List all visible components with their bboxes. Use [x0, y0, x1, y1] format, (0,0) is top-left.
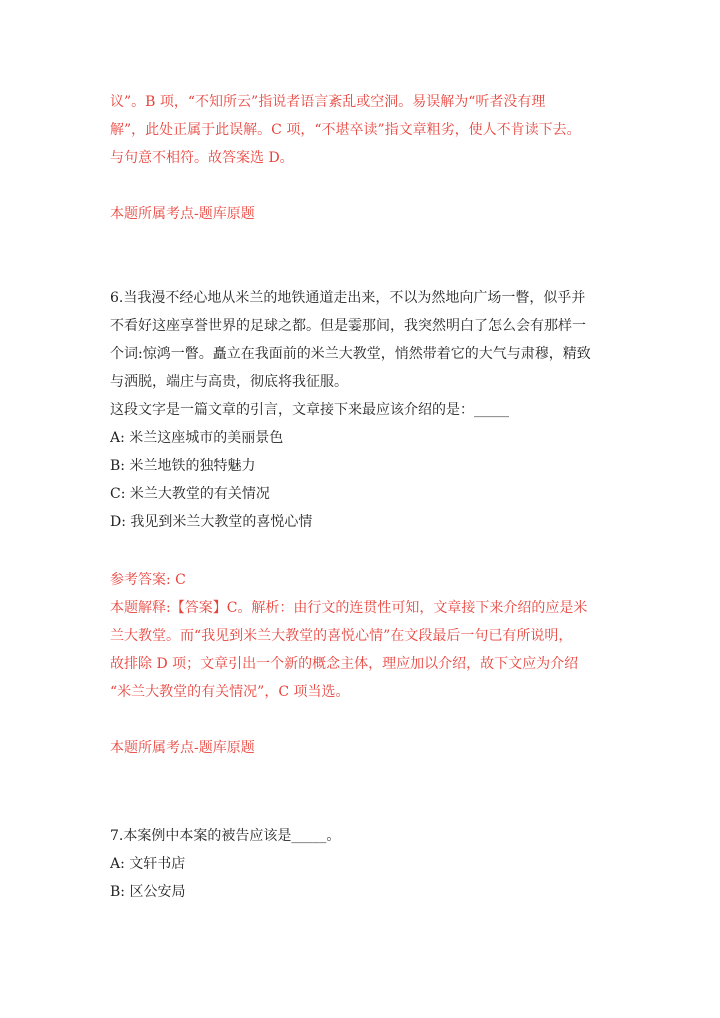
- q6-stem-line-2: 不看好这座享誉世界的足球之都。但是霎那间，我突然明白了怎么会有那样一: [110, 318, 586, 334]
- q6-option-d: D: 我见到米兰大教堂的喜悦心情: [110, 514, 313, 530]
- q5-source-tag: 本题所属考点-题库原题: [110, 206, 255, 222]
- q6-question-prompt: 这段文字是一篇文章的引言，文章接下来最应该介绍的是：_____: [110, 402, 509, 418]
- q6-source-tag: 本题所属考点-题库原题: [110, 740, 255, 756]
- q6-explanation-line-4: “米兰大教堂的有关情况”，C 项当选。: [110, 684, 350, 700]
- q6-option-c: C: 米兰大教堂的有关情况: [110, 486, 270, 502]
- q6-stem-line-1: 6.当我漫不经心地从米兰的地铁通道走出来，不以为然地向广场一瞥，似乎并: [110, 290, 586, 306]
- q5-explanation-line-3: 与句意不相符。故答案选 D。: [110, 150, 294, 166]
- q6-option-a: A: 米兰这座城市的美丽景色: [110, 430, 284, 446]
- q6-option-b: B: 米兰地铁的独特魅力: [110, 458, 256, 474]
- q5-explanation-line-2: 解”，此处正属于此误解。C 项，“不堪卒读”指文章粗劣，使人不肯读下去。: [110, 122, 581, 138]
- q7-option-a: A: 文轩书店: [110, 856, 186, 872]
- q6-reference-answer: 参考答案: C: [110, 572, 186, 588]
- q7-option-b: B: 区公安局: [110, 884, 186, 900]
- q6-explanation-line-3: 故排除 D 项；文章引出一个新的概念主体，理应加以介绍，故下文应为介绍: [110, 656, 579, 672]
- q7-stem: 7.本案例中本案的被告应该是_____。: [110, 828, 341, 844]
- q6-stem-line-4: 与洒脱，端庄与高贵，彻底将我征服。: [110, 374, 348, 390]
- q6-stem-line-3: 个词:惊鸿一瞥。矗立在我面前的米兰大教堂，悄然带着它的大气与肃穆，精致: [110, 346, 591, 362]
- q6-explanation-line-1: 本题解释:【答案】C。解析：由行文的连贯性可知，文章接下来介绍的应是米: [110, 600, 588, 616]
- q6-explanation-line-2: 兰大教堂。而“我见到米兰大教堂的喜悦心情”在文段最后一句已有所说明，: [110, 628, 573, 644]
- q5-explanation-line-1: 议”。B 项，“不知所云”指说者语言紊乱或空洞。易误解为“听者没有理: [110, 94, 546, 110]
